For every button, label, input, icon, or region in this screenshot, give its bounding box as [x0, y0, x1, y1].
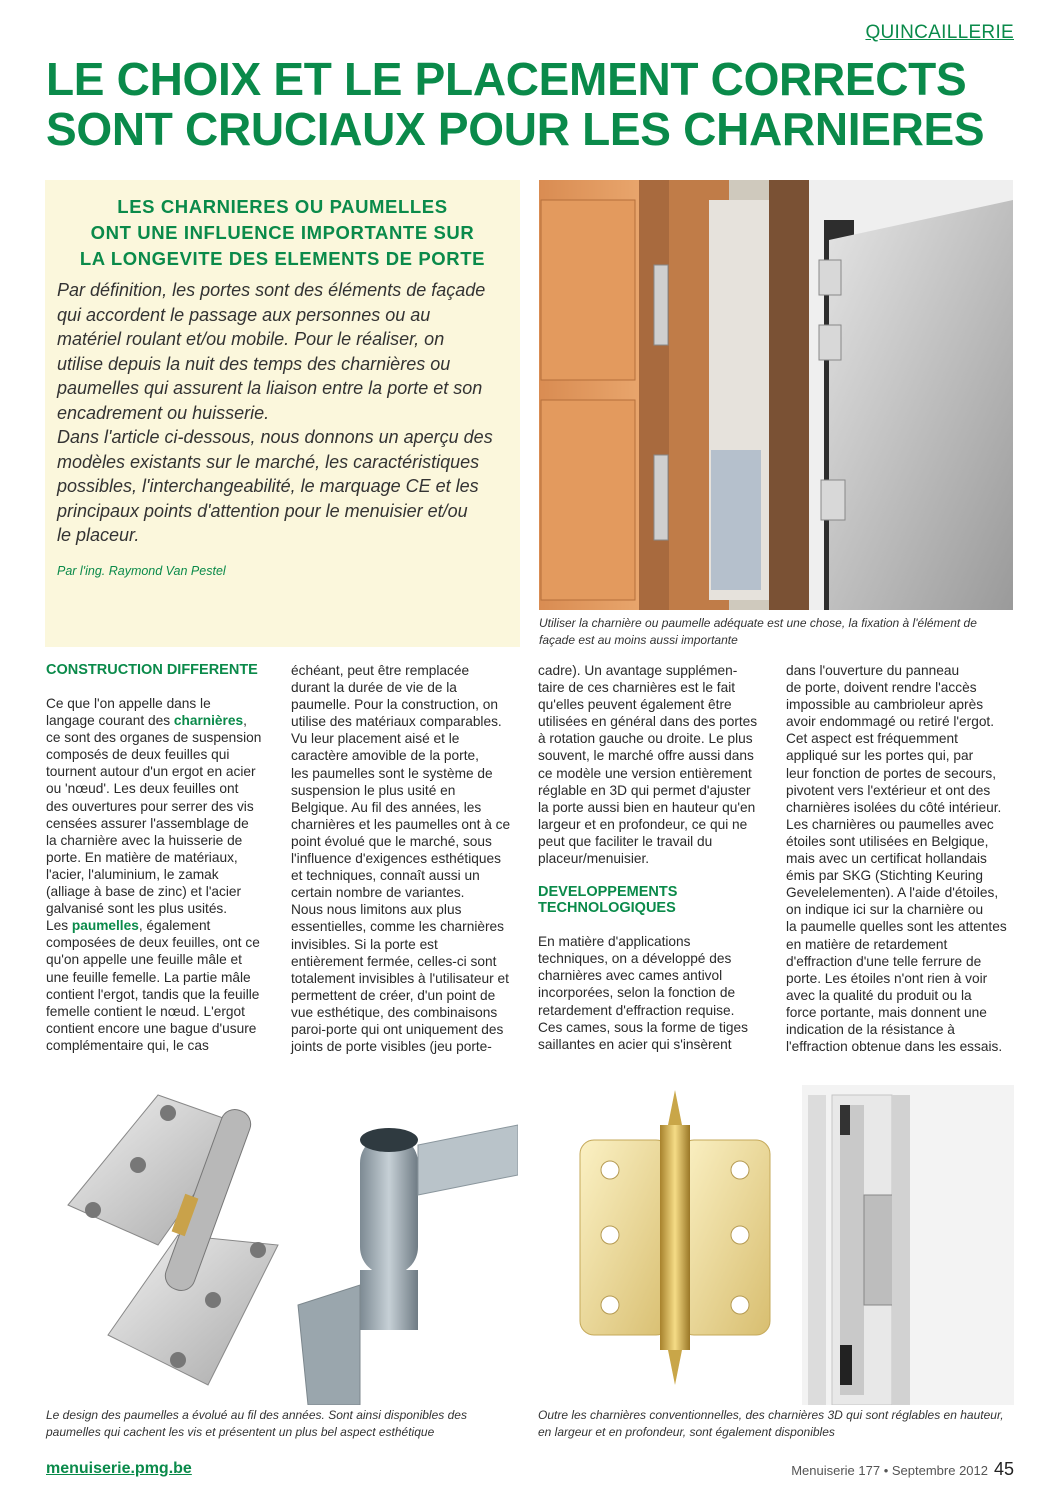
text-line: des ouvertures pour serrer des vis: [46, 798, 254, 814]
text-line: suspension le plus usité en: [291, 782, 456, 798]
website-link[interactable]: menuiserie.pmg.be: [46, 1460, 192, 1477]
text-line: réglable en 3D qui permet d'ajuster: [538, 782, 751, 798]
text-line: avoir endommagé ou retiré l'ergot.: [786, 714, 995, 730]
text-line: Belgique. Au fil des années, les: [291, 799, 482, 815]
page-number: 45: [993, 1459, 1014, 1479]
text-fragment: Les: [46, 918, 72, 934]
text-line: incorporées, selon la fonction de: [538, 985, 736, 1001]
heading-text: CONSTRUCTION DIFFERENTE: [46, 662, 258, 678]
text-line: durant la durée de vie de la: [291, 680, 457, 696]
author-byline: Par l'ing. Raymond Van Pestel: [57, 563, 226, 578]
text-line: souvent, le marché offre aussi dans: [538, 748, 754, 764]
intro-title-line: LA LONGEVITE DES ELEMENTS DE PORTE: [79, 248, 486, 269]
text-line: Cet aspect est fréquemment: [786, 731, 958, 747]
intro-title-line: ONT UNE INFLUENCE IMPORTANTE SUR: [90, 222, 475, 243]
text-line: d'effraction d'une telle ferrure de: [786, 953, 982, 969]
section-heading: [538, 884, 766, 916]
caption-line: en largeur et en profondeur, sont également disponibles: [538, 1425, 835, 1439]
text-line: utilise des matériaux comparables.: [291, 714, 502, 730]
text-fragment: , également: [138, 918, 211, 934]
text-line: retardement d'effraction requise.: [538, 1002, 735, 1018]
article-column-1: [46, 662, 274, 1054]
text-line: entièrement fermée, celles-ci sont: [291, 953, 497, 969]
text-line: ce modèle une version entièrement: [538, 765, 752, 781]
text-line: Gevelelementen). A l'aide d'étoiles,: [786, 885, 999, 901]
text-line: placeur/menuisier.: [538, 851, 650, 867]
text-line: étoiles sont utilisées en Belgique,: [786, 833, 989, 849]
text-line: vue esthétique, des combinaisons: [291, 1004, 498, 1020]
intro-line: paumelles qui assurent la liaison entre la porte et son: [57, 378, 483, 398]
caption-line: paumelles qui cachent les vis et présentent un plus bel aspect esthétique: [46, 1425, 435, 1439]
text-line: pivotent vers l'extérieur et ont des: [786, 782, 991, 798]
article-column-4: [786, 662, 1014, 1055]
text-line: dans l'ouverture du panneau: [786, 663, 960, 678]
text-line: on indique ici sur la charnière ou: [786, 902, 984, 918]
intro-line: le placeur.: [57, 525, 140, 545]
text-line: appliqué sur les portes qui, par: [786, 748, 974, 764]
text-line: femelle contient le nœud. L'ergot: [46, 1003, 245, 1019]
text-line: [46, 917, 274, 934]
text-line: taire de ces charnières est le fait: [538, 680, 736, 696]
text-line: l'acier, l'aluminium, le zamak: [46, 866, 219, 882]
headline-line: LE CHOIX ET LE PLACEMENT CORRECTS: [46, 53, 967, 105]
text-line: contient l'ergot, tandis que la feuille: [46, 986, 260, 1002]
text-line: complémentaire qui, le cas: [46, 1037, 209, 1053]
text-line: mais avec un certificat hollandais: [786, 851, 987, 867]
intro-line: possibles, l'interchangeabilité, le marquage CE et les: [57, 476, 479, 496]
text-line: Ce que l'on appelle dans le: [46, 696, 211, 711]
text-line: (alliage à base de zinc) et l'acier: [46, 884, 242, 900]
text-line: et techniques, connaît aussi un: [291, 868, 480, 884]
intro-line: Dans l'article ci-dessous, nous donnons un aperçu des: [57, 427, 493, 447]
text-line: impossible au cambrioleur après: [786, 697, 984, 713]
text-line: utilisées en général dans des portes: [538, 714, 758, 730]
caption-line: Outre les charnières conventionnelles, des charnières 3D qui sont réglables en hauteur,: [538, 1408, 1004, 1422]
text-line: charnières avec cames antivol: [538, 968, 723, 984]
text-line: qu'elles peuvent également être: [538, 697, 732, 713]
text-line: cadre). Un avantage supplémen-: [538, 663, 738, 678]
heading-text: DEVELOPPEMENTS: [538, 884, 678, 901]
intro-line: modèles existants sur le marché, les caractéristiques: [57, 451, 480, 472]
text-line: les paumelles sont le système de: [291, 765, 493, 781]
paumelles-image: [48, 1085, 518, 1405]
text-line: Les charnières ou paumelles avec: [786, 816, 994, 832]
intro-line: Par définition, les portes sont des éléments de façade: [57, 280, 486, 300]
article-column-2: [291, 662, 519, 1055]
text-line: force portante, mais donnent une: [786, 1004, 987, 1020]
text-line: joints de porte visibles (jeu porte-: [291, 1039, 492, 1055]
text-line: l'effraction obtenue dans les essais.: [786, 1039, 1003, 1055]
caption-line: Utiliser la charnière ou paumelle adéquate est une chose, la fixation à l'élément de: [539, 616, 977, 630]
text-fragment: langage courant des: [46, 713, 174, 729]
caption-line: Le design des paumelles a évolué au fil des années. Sont ainsi disponibles des: [46, 1408, 467, 1422]
text-line: la charnière avec la huisserie de: [46, 832, 243, 848]
text-line: avec la qualité du produit ou la: [786, 987, 972, 1003]
text-line: qu'on appelle une feuille mâle et: [46, 952, 242, 968]
article-column-3: [538, 662, 766, 1053]
intro-title: [57, 194, 508, 272]
text-line: paumelle. Pour la construction, on: [291, 697, 498, 713]
text-line: composées de deux feuilles, ont ce: [46, 935, 260, 951]
text-line: de porte, doivent rendre l'accès: [786, 680, 977, 696]
text-line: totalement invisibles à l'utilisateur et: [291, 970, 509, 986]
text-line: porte. Les étoiles n'ont rien à voir: [786, 970, 988, 986]
article-headline: [46, 54, 1016, 154]
intro-line: utilise depuis la nuit des temps des charnières ou: [57, 353, 451, 374]
text-line: En matière d'applications: [538, 934, 691, 950]
hinges-caption: [538, 1407, 1012, 1441]
section-heading: [46, 662, 274, 678]
text-line: caractère amovible de la porte,: [291, 748, 479, 764]
text-line: paroi-porte qui ont uniquement des: [291, 1021, 504, 1037]
intro-title-line: LES CHARNIERES OU PAUMELLES: [117, 196, 448, 217]
text-line: leur fonction de portes de secours,: [786, 765, 996, 781]
text-line: ce sont des organes de suspension: [46, 730, 262, 746]
text-line: charnières et les paumelles ont à ce: [291, 816, 511, 832]
intro-line: encadrement ou huisserie.: [57, 402, 270, 423]
text-line: Nous nous limitons aux plus: [291, 902, 462, 918]
text-line: émis par SKG (Stichting Keuring: [786, 868, 984, 884]
headline-line: SONT CRUCIAUX POUR LES CHARNIERES: [46, 103, 985, 155]
text-line: en matière de retardement: [786, 936, 948, 952]
caption-line: façade est au moins aussi importante: [539, 633, 738, 647]
text-line: largeur et en profondeur, ce qui ne: [538, 816, 748, 832]
keyword-paumelles: paumelles: [71, 918, 139, 934]
text-line: contient encore une bague d'usure: [46, 1020, 257, 1036]
text-line: techniques, on a développé des: [538, 951, 732, 967]
intro-line: qui accordent le passage aux personnes ou au: [57, 304, 431, 325]
intro-box: [45, 180, 520, 647]
text-line: charnières isolées du côté intérieur.: [786, 799, 1002, 815]
text-line: Ces cames, sous la forme de tiges: [538, 1019, 748, 1035]
text-line: l'influence d'exigences esthétiques: [291, 851, 501, 867]
paumelles-caption: [46, 1407, 516, 1441]
text-line: indication de la résistance à: [786, 1021, 955, 1037]
section-label: QUINCAILLERIE: [865, 22, 1014, 43]
text-line: censées assurer l'assemblage de: [46, 815, 249, 831]
heading-text: TECHNOLOGIQUES: [538, 900, 676, 917]
text-line: une feuille femelle. La partie mâle: [46, 969, 251, 985]
text-fragment: ,: [243, 713, 247, 729]
text-line: Vu leur placement aisé et le: [291, 731, 460, 747]
intro-line: principaux points d'attention pour le menuisier et/ou: [57, 500, 468, 521]
intro-line: matériel roulant et/ou mobile. Pour le réaliser, on: [57, 329, 445, 349]
text-line: ou 'nœud'. Les deux feuilles ont: [46, 781, 239, 797]
text-line: point évolué que le marché, sous: [291, 833, 492, 849]
text-line: essentielles, comme les charnières: [291, 919, 505, 935]
text-line: invisibles. Si la porte est: [291, 936, 438, 952]
text-line: saillantes en acier qui s'insèrent: [538, 1036, 732, 1052]
text-line: échéant, peut être remplacée: [291, 663, 470, 678]
text-line: permettent de créer, d'un point de: [291, 987, 496, 1003]
text-line: porte. En matière de matériaux,: [46, 849, 238, 865]
keyword-charnieres: charnières: [173, 713, 244, 729]
text-line: la paumelle quelles sont les attentes: [786, 919, 1007, 935]
text-line: certain nombre de variantes.: [291, 885, 465, 901]
hinges-image: [540, 1085, 1014, 1405]
text-line: composés de deux feuilles qui: [46, 747, 230, 763]
text-line: à rotation gauche ou droite. Le plus: [538, 731, 753, 747]
issue-info: Menuiserie 177 • Septembre 2012: [791, 1463, 988, 1478]
cabinet-hinge-photo: [539, 180, 1013, 610]
intro-text: [57, 278, 508, 548]
text-line: tournent autour d'un ergot en acier: [46, 764, 256, 780]
text-line: la porte aussi bien en hauteur qu'en: [538, 799, 756, 815]
text-line: galvanisé sont les plus usités.: [46, 901, 228, 917]
text-line: [46, 712, 274, 729]
text-line: peut que faciliter le travail du: [538, 833, 713, 849]
photo-caption: [539, 615, 1013, 649]
